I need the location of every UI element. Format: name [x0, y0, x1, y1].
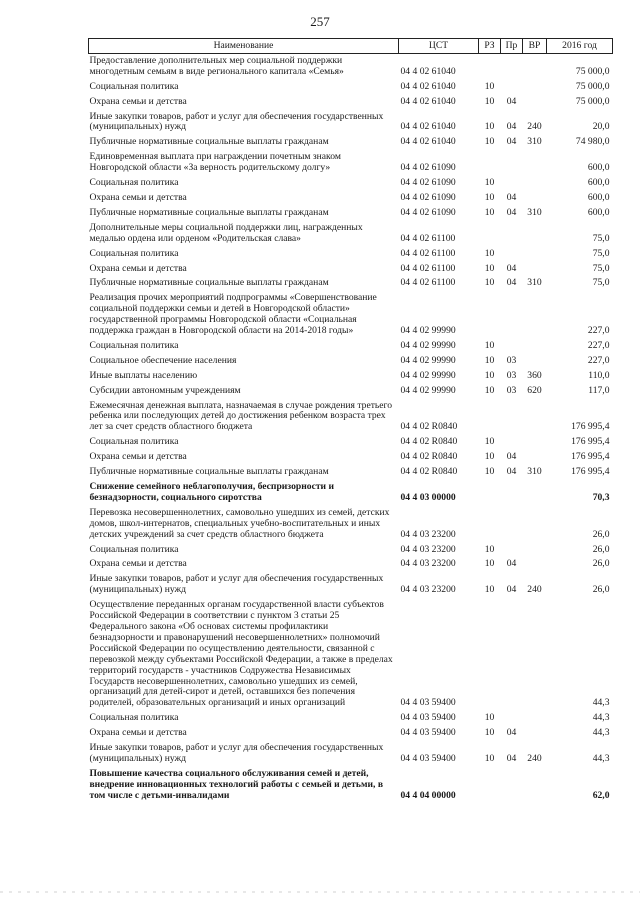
table-row	[89, 221, 613, 247]
cell-pr	[501, 221, 523, 247]
cell-rz: 10	[484, 436, 495, 448]
cell-amount: 75,0	[592, 277, 610, 289]
header-row	[89, 39, 613, 54]
cell-amount: 176 995,4	[571, 421, 610, 433]
cell-pr: 04	[506, 95, 517, 107]
cell-name: Охрана семьи и детства	[89, 95, 187, 107]
table-row	[89, 354, 613, 369]
cell-code: 04 4 02 R0840	[400, 421, 458, 433]
cell-pr	[501, 247, 523, 262]
cell-rz	[479, 598, 501, 711]
cell-vr: 310	[527, 136, 542, 148]
cell-vr: 620	[527, 384, 542, 396]
cell-amount: 75 000,0	[575, 80, 610, 92]
table-row	[89, 176, 613, 191]
table-row	[89, 506, 613, 543]
cell-pr: 04	[506, 121, 517, 133]
cell-name: Снижение семейного неблагополучия, беспризорности и безнадзорности, социального сиротства	[89, 481, 334, 503]
cell-pr	[501, 150, 523, 176]
cell-rz: 10	[484, 712, 495, 724]
cell-name: Охрана семьи и детства	[89, 451, 187, 463]
cell-code: 04 4 03 23200	[400, 558, 456, 570]
table-row	[89, 543, 613, 558]
cell-amount: 110,0	[588, 369, 610, 381]
cell-code: 04 4 04 00000	[400, 789, 456, 801]
table-row	[89, 572, 613, 598]
cell-code: 04 4 02 99990	[400, 369, 456, 381]
cell-amount: 70,3	[592, 491, 610, 503]
cell-rz: 10	[484, 95, 495, 107]
header-year: 2016 год	[547, 39, 613, 54]
cell-vr	[523, 435, 547, 450]
cell-pr: 04	[506, 262, 517, 274]
cell-code: 04 4 02 61100	[400, 277, 456, 289]
table-row	[89, 450, 613, 465]
cell-code: 04 4 03 23200	[400, 543, 456, 555]
header-name: Наименование	[89, 39, 399, 54]
table-row	[89, 480, 613, 506]
cell-name: Охрана семьи и детства	[89, 191, 187, 203]
table-row	[89, 339, 613, 354]
cell-code: 04 4 02 61040	[400, 80, 456, 92]
table-row	[89, 598, 613, 711]
cell-vr: 310	[527, 206, 542, 218]
cell-rz: 10	[484, 191, 495, 203]
cell-rz: 10	[484, 177, 495, 189]
table-row	[89, 435, 613, 450]
table-row	[89, 53, 613, 79]
cell-rz: 10	[484, 369, 495, 381]
cell-rz	[479, 480, 501, 506]
cell-code: 04 4 02 61040	[400, 136, 456, 148]
cell-pr: 04	[506, 727, 517, 739]
cell-rz: 10	[484, 558, 495, 570]
cell-code: 04 4 03 23200	[400, 528, 456, 540]
cell-pr	[501, 506, 523, 543]
cell-vr: 310	[527, 466, 542, 478]
cell-amount: 600,0	[587, 177, 610, 189]
cell-pr: 03	[506, 384, 517, 396]
cell-rz: 10	[484, 339, 495, 351]
cell-amount: 44,3	[592, 697, 610, 709]
cell-rz	[479, 291, 501, 339]
cell-amount: 227,0	[587, 325, 610, 337]
cell-pr: 03	[506, 354, 517, 366]
cell-name: Предоставление дополнительных мер социальной поддержки многодетным семьям в виде регионального капитала «Семья»	[89, 54, 344, 77]
cell-code: 04 4 02 61090	[400, 191, 456, 203]
cell-pr	[501, 435, 523, 450]
cell-name: Ежемесячная денежная выплата, назначаемая в случае рождения третьего ребенка или последующих детей до достижения ребенком возраста трех лет за счет средств областного бюджета	[89, 399, 393, 433]
cell-name: Социальное обеспечение населения	[89, 354, 237, 366]
cell-code: 04 4 02 61090	[400, 162, 456, 174]
cell-code: 04 4 02 R0840	[400, 436, 458, 448]
cell-name: Социальная политика	[89, 436, 179, 448]
cell-rz	[479, 53, 501, 79]
cell-name: Иные закупки товаров, работ и услуг для обеспечения государственных (муниципальных) нужд	[89, 742, 384, 764]
cell-amount: 20,0	[592, 121, 610, 133]
table-row	[89, 80, 613, 95]
cell-name: Осуществление переданных органам государственной власти субъектов Российской Федерации в соответствии с пунктом 3 статьи 25 Федерального закона «Об основах системы профилактики безнадзорности и правонарушений несовершеннолетних» полномочий Российской Федерации по осуществлению деятельности, связанной с перевозкой между субъектами Российской Федерации, а также в пределах территорий государств - участников Содружества Независимых Государств несовершеннолетних, самовольно ушедших из семей, организаций для детей-сирот и детей, оставшихся без попечения родителей, образовательных организаций и иных организаций	[89, 599, 393, 709]
cell-code: 04 4 03 23200	[400, 584, 456, 596]
page-number: 257	[310, 14, 330, 29]
cell-amount: 75,0	[592, 232, 610, 244]
cell-vr: 360	[527, 369, 542, 381]
cell-pr: 04	[506, 191, 517, 203]
cell-vr	[523, 598, 547, 711]
cell-amount: 600,0	[587, 191, 610, 203]
table-row	[89, 767, 613, 804]
cell-amount: 176 995,4	[571, 436, 610, 448]
cell-vr: 240	[527, 584, 542, 596]
cell-pr: 04	[506, 451, 517, 463]
header-code: ЦСТ	[399, 39, 479, 54]
cell-rz: 10	[484, 354, 495, 366]
cell-amount: 75 000,0	[575, 65, 610, 77]
cell-amount: 227,0	[587, 354, 610, 366]
cell-rz: 10	[484, 247, 495, 259]
cell-vr	[523, 450, 547, 465]
cell-amount: 62,0	[592, 789, 610, 801]
header-vr: ВР	[523, 39, 547, 54]
cell-vr	[523, 53, 547, 79]
cell-name: Повышение качества социального обслуживания семей и детей, внедрение инновационных технологий работы с семьей и детьми, в том числе с детьми-инвалидами	[89, 767, 383, 801]
cell-amount: 227,0	[587, 339, 610, 351]
table-row	[89, 150, 613, 176]
cell-vr	[523, 399, 547, 436]
cell-vr	[523, 711, 547, 726]
cell-name: Единовременная выплата при награждении почетным знаком Новгородской области «За верность родительскому долгу»	[89, 151, 341, 174]
cell-name: Публичные нормативные социальные выплаты гражданам	[89, 136, 329, 148]
cell-amount: 176 995,4	[571, 451, 610, 463]
cell-pr	[501, 711, 523, 726]
cell-vr	[523, 506, 547, 543]
cell-code: 04 4 02 61100	[400, 232, 456, 244]
cell-code: 04 4 02 R0840	[400, 451, 458, 463]
cell-amount: 75,0	[592, 247, 610, 259]
cell-rz: 10	[484, 584, 495, 596]
table-row	[89, 247, 613, 262]
cell-amount: 44,3	[592, 727, 610, 739]
table-row	[89, 399, 613, 436]
cell-rz: 10	[484, 451, 495, 463]
cell-vr	[523, 176, 547, 191]
cell-vr: 310	[527, 277, 542, 289]
cell-name: Социальная политика	[89, 339, 179, 351]
cell-pr	[501, 598, 523, 711]
table-row	[89, 262, 613, 277]
table-row	[89, 110, 613, 136]
cell-amount: 26,0	[592, 543, 610, 555]
cell-name: Иные выплаты населению	[89, 369, 198, 381]
cell-code: 04 4 02 61040	[400, 95, 456, 107]
cell-pr: 04	[506, 136, 517, 148]
cell-name: Субсидии автономным учреждениям	[89, 384, 241, 396]
cell-amount: 44,3	[592, 752, 610, 764]
table-row	[89, 191, 613, 206]
cell-pr	[501, 480, 523, 506]
cell-name: Перевозка несовершеннолетних, самовольно ушедших из семей, детских домов, школ-интернатов, специальных учебно-воспитательных и иных детских учреждений за счет средств областного бюджета	[89, 506, 390, 540]
cell-code: 04 4 02 99990	[400, 354, 456, 366]
cell-rz	[479, 221, 501, 247]
cell-name: Реализация прочих мероприятий подпрограммы «Совершенствование социальной поддержки семьи и детей в Новгородской области» государственной программы Новгородской области «Социальная поддержка граждан в Новгородской области на 2014-2018 годы»	[89, 292, 377, 337]
cell-rz: 10	[484, 466, 495, 478]
cell-rz	[479, 767, 501, 804]
table-row	[89, 135, 613, 150]
cell-rz: 10	[484, 727, 495, 739]
cell-amount: 75,0	[592, 262, 610, 274]
cell-vr	[523, 354, 547, 369]
cell-name: Дополнительные меры социальной поддержки лиц, награжденных медалью ордена или орденом «Родительская слава»	[89, 221, 363, 244]
cell-name: Социальная политика	[89, 80, 179, 92]
cell-pr	[501, 80, 523, 95]
cell-name: Иные закупки товаров, работ и услуг для обеспечения государственных (муниципальных) нужд	[89, 110, 384, 133]
cell-pr: 04	[506, 206, 517, 218]
cell-amount: 75 000,0	[575, 95, 610, 107]
table-row	[89, 369, 613, 384]
cell-amount: 600,0	[587, 162, 610, 174]
cell-rz: 10	[484, 121, 495, 133]
cell-code: 04 4 02 61100	[400, 262, 456, 274]
cell-amount: 117,0	[588, 384, 610, 396]
budget-table	[88, 38, 613, 804]
cell-code: 04 4 03 59400	[400, 752, 456, 764]
cell-amount: 600,0	[587, 206, 610, 218]
cell-amount: 74 980,0	[575, 136, 610, 148]
cell-vr	[523, 80, 547, 95]
cell-name: Публичные нормативные социальные выплаты гражданам	[89, 277, 329, 289]
cell-code: 04 4 02 61040	[400, 65, 456, 77]
cell-vr	[523, 726, 547, 741]
scan-artifact-line	[0, 891, 640, 893]
cell-vr	[523, 150, 547, 176]
cell-code: 04 4 02 99990	[400, 384, 456, 396]
cell-pr: 03	[506, 369, 517, 381]
table-row	[89, 384, 613, 399]
cell-rz	[479, 150, 501, 176]
cell-code: 04 4 02 99990	[400, 325, 456, 337]
cell-vr	[523, 557, 547, 572]
cell-amount: 26,0	[592, 558, 610, 570]
cell-code: 04 4 02 61090	[400, 206, 456, 218]
cell-vr	[523, 543, 547, 558]
cell-rz: 10	[484, 543, 495, 555]
cell-name: Социальная политика	[89, 543, 179, 555]
cell-name: Социальная политика	[89, 247, 179, 259]
cell-code: 04 4 03 59400	[400, 727, 456, 739]
header-rz: РЗ	[479, 39, 501, 54]
cell-pr	[501, 291, 523, 339]
cell-amount: 176 995,4	[571, 466, 610, 478]
cell-code: 04 4 03 59400	[400, 712, 456, 724]
cell-vr	[523, 95, 547, 110]
cell-name: Публичные нормативные социальные выплаты гражданам	[89, 466, 329, 478]
cell-pr	[501, 543, 523, 558]
table-header	[89, 39, 613, 54]
table-row	[89, 465, 613, 480]
cell-pr: 04	[506, 466, 517, 478]
cell-code: 04 4 03 59400	[400, 697, 456, 709]
cell-vr	[523, 247, 547, 262]
cell-vr	[523, 191, 547, 206]
cell-rz: 10	[484, 136, 495, 148]
cell-name: Социальная политика	[89, 177, 179, 189]
cell-amount: 44,3	[592, 712, 610, 724]
cell-code: 04 4 02 R0840	[400, 466, 458, 478]
cell-name: Социальная политика	[89, 712, 179, 724]
table-row	[89, 95, 613, 110]
cell-vr	[523, 221, 547, 247]
cell-code: 04 4 02 99990	[400, 339, 456, 351]
table-row	[89, 276, 613, 291]
cell-rz	[479, 506, 501, 543]
table-body	[89, 53, 613, 803]
cell-vr	[523, 339, 547, 354]
cell-code: 04 4 02 61100	[400, 247, 456, 259]
cell-vr	[523, 262, 547, 277]
cell-rz: 10	[484, 277, 495, 289]
cell-code: 04 4 03 00000	[400, 491, 456, 503]
cell-name: Охрана семьи и детства	[89, 727, 187, 739]
cell-vr	[523, 480, 547, 506]
cell-pr: 04	[506, 752, 517, 764]
cell-code: 04 4 02 61090	[400, 177, 456, 189]
cell-rz: 10	[484, 384, 495, 396]
cell-pr: 04	[506, 277, 517, 289]
table-row	[89, 206, 613, 221]
cell-pr	[501, 399, 523, 436]
cell-pr	[501, 767, 523, 804]
cell-name: Публичные нормативные социальные выплаты гражданам	[89, 206, 329, 218]
cell-name: Охрана семьи и детства	[89, 262, 187, 274]
cell-rz: 10	[484, 752, 495, 764]
cell-vr: 240	[527, 752, 542, 764]
cell-rz: 10	[484, 206, 495, 218]
cell-vr	[523, 767, 547, 804]
cell-vr	[523, 291, 547, 339]
cell-rz	[479, 399, 501, 436]
table-row	[89, 726, 613, 741]
cell-pr	[501, 339, 523, 354]
cell-vr: 240	[527, 121, 542, 133]
header-pr: Пр	[501, 39, 523, 54]
cell-amount: 26,0	[592, 528, 610, 540]
cell-code: 04 4 02 61040	[400, 121, 456, 133]
cell-pr	[501, 176, 523, 191]
table-row	[89, 557, 613, 572]
cell-rz: 10	[484, 80, 495, 92]
table-row	[89, 291, 613, 339]
cell-rz: 10	[484, 262, 495, 274]
cell-pr: 04	[506, 584, 517, 596]
cell-amount: 26,0	[592, 584, 610, 596]
cell-name: Охрана семьи и детства	[89, 558, 187, 570]
cell-pr	[501, 53, 523, 79]
cell-pr: 04	[506, 558, 517, 570]
table-row	[89, 741, 613, 767]
table-row	[89, 711, 613, 726]
cell-name: Иные закупки товаров, работ и услуг для обеспечения государственных (муниципальных) нужд	[89, 573, 384, 596]
